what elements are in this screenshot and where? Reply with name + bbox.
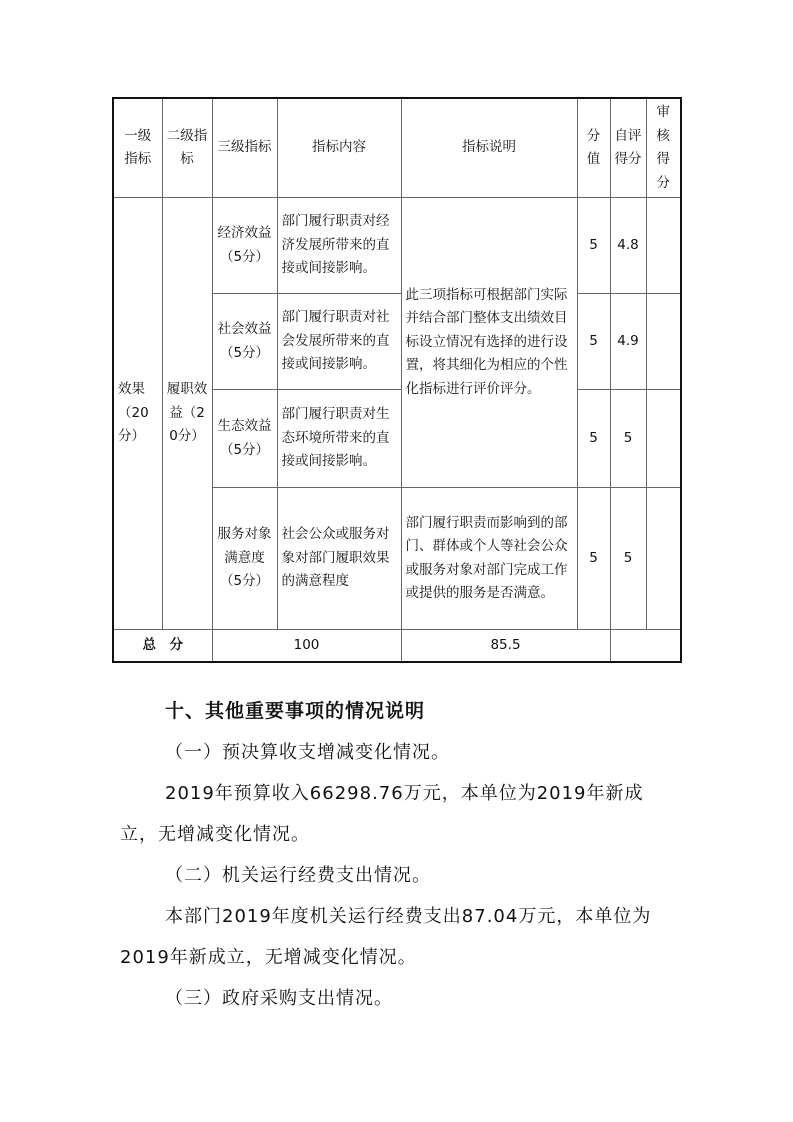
header-cell: 审核得分 <box>646 98 681 198</box>
self-score-cell: 5 <box>610 390 646 488</box>
content-cell: 社会公众或服务对象对部门履职效果的满意程度 <box>277 488 401 630</box>
performance-table <box>112 97 682 663</box>
content-cell: 部门履行职责对生态环境所带来的直接或间接影响。 <box>277 390 401 488</box>
desc-cell: 部门履行职责而影响到的部门、群体或个人等社会公众或服务对象对部门完成工作或提供的服务是否满意。 <box>401 488 577 630</box>
audit-score-cell <box>646 390 681 488</box>
paragraph: 本部门2019年度机关运行经费支出87.04万元，本单位为2019年新成立，无增减变化情况。 <box>120 906 652 968</box>
score-cell: 5 <box>577 390 610 488</box>
score-cell: 5 <box>577 488 610 630</box>
section-heading: 十、其他重要事项的情况说明 <box>165 700 426 722</box>
score-cell: 5 <box>577 294 610 390</box>
subheading: （一）预决算收支增减变化情况。 <box>165 742 450 763</box>
audit-score-cell <box>646 488 681 630</box>
self-score-cell: 4.8 <box>610 198 646 294</box>
header-cell: 指标内容 <box>277 98 401 198</box>
total-audit-score <box>610 630 681 662</box>
audit-score-cell <box>646 198 681 294</box>
total-row <box>113 630 681 662</box>
header-cell: 自评得分 <box>610 98 646 198</box>
score-cell: 5 <box>577 198 610 294</box>
content-cell: 部门履行职责对社会发展所带来的直接或间接影响。 <box>277 294 401 390</box>
self-score-cell: 4.9 <box>610 294 646 390</box>
level1-cell: 效果（20分） <box>113 198 162 630</box>
level3-cell: 服务对象满意度（5分） <box>212 488 277 630</box>
paragraph: 2019年预算收入66298.76万元，本单位为2019年新成立，无增减变化情况。 <box>120 783 644 845</box>
total-label: 总 分 <box>113 630 212 662</box>
header-cell: 三级指标 <box>212 98 277 198</box>
desc-cell: 此三项指标可根据部门实际并结合部门整体支出绩效目标设立情况有选择的进行设置，将其细化为相应的个性化指标进行评价评分。 <box>401 198 577 488</box>
total-score: 100 <box>212 630 401 662</box>
body-text <box>120 691 680 1019</box>
header-cell: 一级指标 <box>113 98 162 198</box>
subheading: （三）政府采购支出情况。 <box>165 988 393 1009</box>
header-cell: 二级指标 <box>162 98 212 198</box>
level3-cell: 经济效益（5分） <box>212 198 277 294</box>
header-row <box>113 98 681 198</box>
self-score-cell: 5 <box>610 488 646 630</box>
table-row <box>113 198 681 294</box>
audit-score-cell <box>646 294 681 390</box>
total-self-score: 85.5 <box>401 630 610 662</box>
level3-cell: 社会效益（5分） <box>212 294 277 390</box>
content-cell: 部门履行职责对经济发展所带来的直接或间接影响。 <box>277 198 401 294</box>
level2-cell: 履职效益（20分） <box>162 198 212 630</box>
subheading: （二）机关运行经费支出情况。 <box>165 865 431 886</box>
header-cell: 指标说明 <box>401 98 577 198</box>
level3-cell: 生态效益（5分） <box>212 390 277 488</box>
header-cell: 分值 <box>577 98 610 198</box>
